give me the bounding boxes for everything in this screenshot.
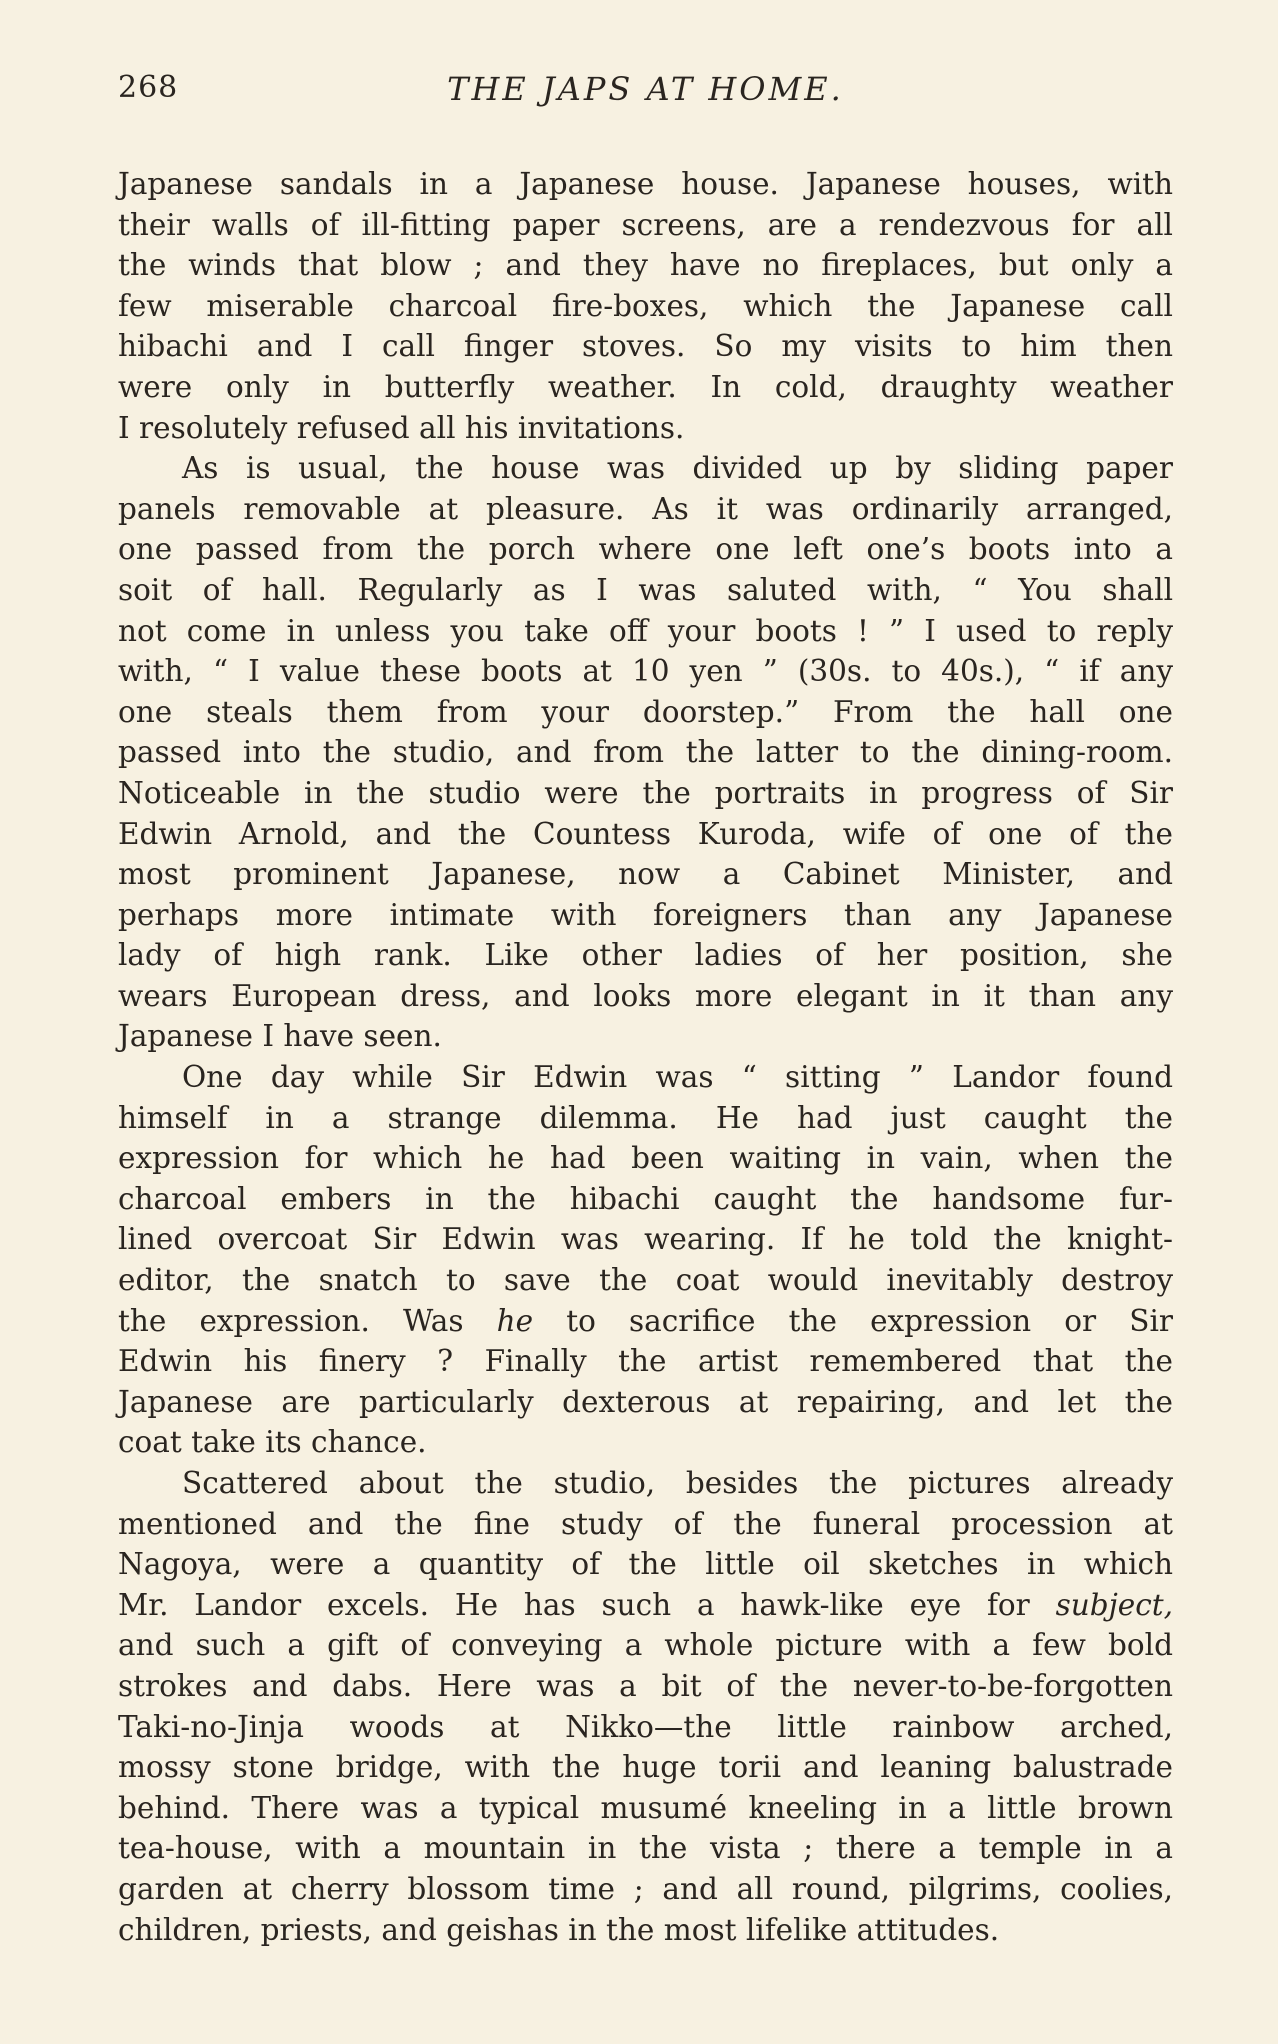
text-line-with-italic xyxy=(118,1301,1173,1342)
paragraph-4 xyxy=(118,1463,1173,1950)
text-line: Nagoya, were a quantity of the little oil sketches in which xyxy=(118,1547,1173,1582)
text-line: himself in a strange dilemma. He had just caught the xyxy=(118,1100,1173,1135)
text-line: Japanese are particularly dexterous at repairing, and let the xyxy=(118,1384,1173,1419)
text-line: Noticeable in the studio were the portraits in progress of Sir xyxy=(118,775,1173,810)
text-line: garden at cherry blossom time ; and all round, pilgrims, coolies, xyxy=(118,1871,1173,1906)
text-line: one steals them from your doorstep.” From the hall one xyxy=(118,694,1173,729)
text-line: most prominent Japanese, now a Cabinet Minister, and xyxy=(118,857,1173,892)
text-line: tea-house, with a mountain in the vista ; there a temple in a xyxy=(118,1831,1173,1866)
text-line: perhaps more intimate with foreigners than any Japanese xyxy=(118,897,1173,932)
text-line: and such a gift of conveying a whole picture with a few bold xyxy=(118,1628,1173,1663)
paragraph-1 xyxy=(118,164,1173,448)
text-segment: to sacrifice the expression or Sir xyxy=(533,1303,1173,1338)
text-line: Edwin Arnold, and the Countess Kuroda, wife of one of the xyxy=(118,816,1173,851)
text-line: lady of high rank. Like other ladies of her position, she xyxy=(118,938,1173,973)
text-line: soit of hall. Regularly as I was saluted with, “ You shall xyxy=(118,572,1173,607)
text-line: one passed from the porch where one left one’s boots into a xyxy=(118,532,1173,567)
italic-word: he xyxy=(496,1303,534,1338)
text-line: mentioned and the fine study of the funeral procession at xyxy=(118,1506,1173,1541)
text-line: expression for which he had been waiting in vain, when the xyxy=(118,1141,1173,1176)
text-line: Taki-no-Jinja woods at Nikko—the little rainbow arched, xyxy=(118,1709,1173,1744)
body-text xyxy=(118,164,1173,1950)
text-line: panels removable at pleasure. As it was ordinarily arranged, xyxy=(118,491,1173,526)
text-line: mossy stone bridge, with the huge torii and leaning balustrade xyxy=(118,1750,1173,1785)
text-line: I resolutely refused all his invitations. xyxy=(118,410,685,445)
text-line: children, priests, and geishas in the most lifelike attitudes. xyxy=(118,1912,1000,1947)
paragraph-2 xyxy=(118,448,1173,1057)
text-line: were only in butterfly weather. In cold, draughty weather xyxy=(118,369,1173,404)
book-page xyxy=(118,70,1173,1950)
text-line: One day while Sir Edwin was “ sitting ” Landor found xyxy=(182,1060,1173,1095)
text-line: few miserable charcoal fire-boxes, which the Japanese call xyxy=(118,288,1173,323)
text-segment: the expression. Was xyxy=(118,1303,497,1338)
paragraph-3 xyxy=(118,1057,1173,1463)
text-line: wears European dress, and looks more elegant in it than any xyxy=(118,978,1173,1013)
running-title: THE JAPS AT HOME. xyxy=(447,70,844,108)
text-segment: Mr. Landor excels. He has such a hawk-like eye for xyxy=(118,1587,1056,1622)
page-number: 268 xyxy=(118,70,179,105)
running-head xyxy=(118,70,1173,118)
text-line: charcoal embers in the hibachi caught the handsome fur- xyxy=(118,1181,1173,1216)
text-line: behind. There was a typical musumé kneeling in a little brown xyxy=(118,1790,1173,1825)
text-line: Scattered about the studio, besides the pictures already xyxy=(182,1466,1173,1500)
text-line-with-italic xyxy=(118,1585,1173,1626)
text-line: the winds that blow ; and they have no fireplaces, but only a xyxy=(118,248,1173,283)
text-line: passed into the studio, and from the latter to the dining-room. xyxy=(118,735,1173,770)
text-line: Japanese sandals in a Japanese house. Japanese houses, with xyxy=(118,167,1173,201)
text-line: strokes and dabs. Here was a bit of the never-to-be-forgotten xyxy=(118,1668,1173,1703)
text-line: Edwin his finery ? Finally the artist remembered that the xyxy=(118,1344,1173,1379)
italic-word: subject, xyxy=(1055,1587,1173,1622)
text-line: editor, the snatch to save the coat would inevitably destroy xyxy=(118,1263,1173,1298)
text-line: Japanese I have seen. xyxy=(118,1019,442,1054)
text-line: coat take its chance. xyxy=(118,1425,427,1460)
text-line: lined overcoat Sir Edwin was wearing. If he told the knight- xyxy=(118,1222,1173,1257)
text-line: As is usual, the house was divided up by sliding paper xyxy=(182,451,1173,486)
text-line: their walls of ill-fitting paper screens, are a rendezvous for all xyxy=(118,207,1173,242)
text-line: hibachi and I call finger stoves. So my visits to him then xyxy=(118,329,1173,364)
text-line: not come in unless you take off your boots ! ” I used to reply xyxy=(118,613,1173,648)
text-line: with, “ I value these boots at 10 yen ” (30s. to 40s.), “ if any xyxy=(118,654,1173,689)
